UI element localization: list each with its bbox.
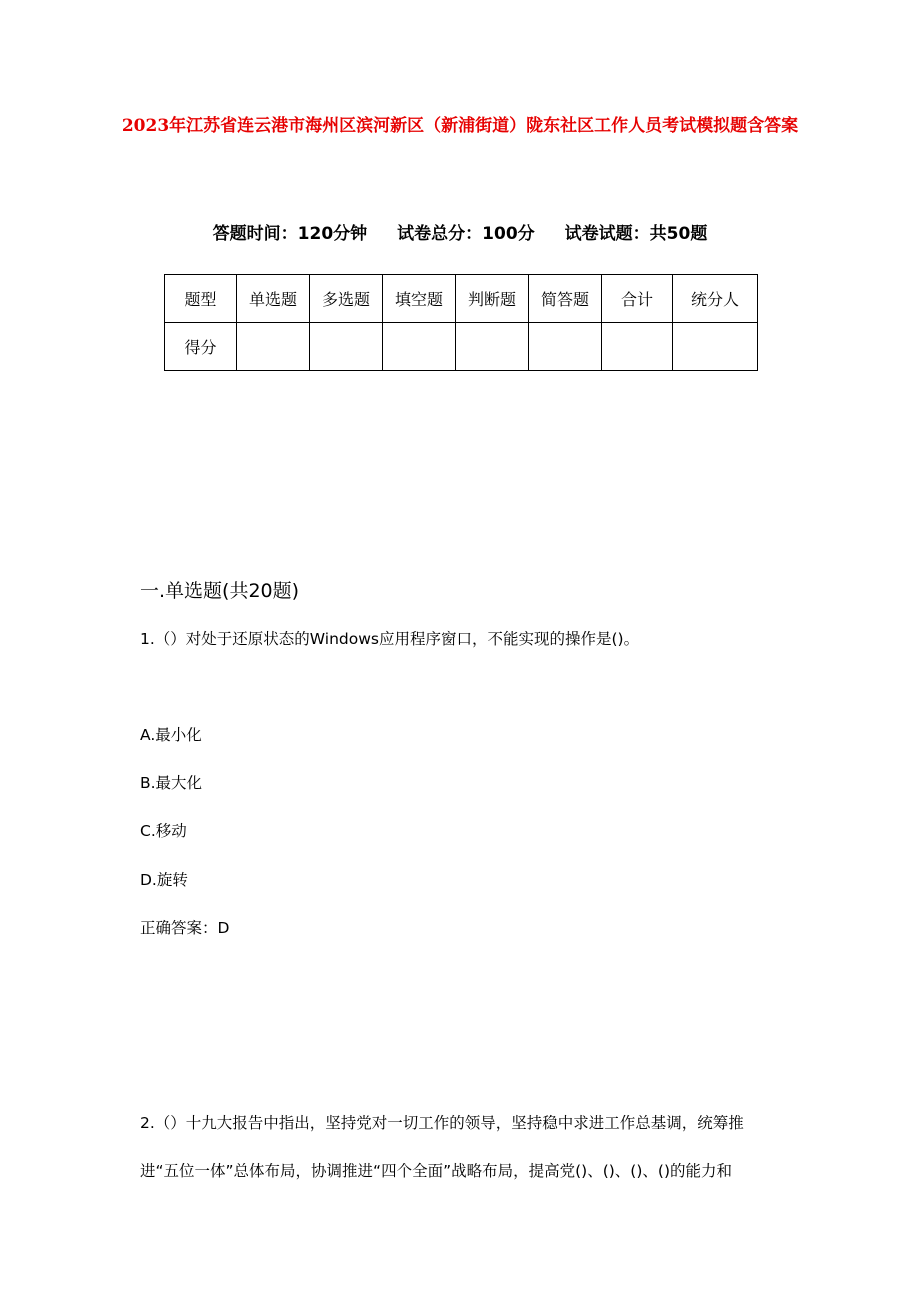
score-cell	[237, 323, 310, 371]
header-cell-scorer: 统分人	[673, 275, 758, 323]
question-1-option-c: C.移动	[140, 822, 187, 840]
header-cell-single-choice: 单选题	[237, 275, 310, 323]
question-2-text: 2.（）十九大报告中指出，坚持党对一切工作的领导，坚持稳中求进工作总基调，统筹推进“五位一体”总体布局，协调推进“四个全面”战略布局，提高党()、()、()、()的能力和	[140, 1114, 744, 1180]
header-cell-multiple-choice: 多选题	[310, 275, 383, 323]
header-cell-total: 合计	[602, 275, 673, 323]
question-1-option-a: A.最小化	[140, 726, 202, 744]
score-cell	[310, 323, 383, 371]
score-table-score-row	[165, 323, 758, 371]
score-cell	[673, 323, 758, 371]
score-cell	[383, 323, 456, 371]
score-cell	[602, 323, 673, 371]
score-cell	[529, 323, 602, 371]
score-cell	[456, 323, 529, 371]
question-1-option-b: B.最大化	[140, 774, 203, 792]
question-1-text: 1.（）对处于还原状态的Windows应用程序窗口，不能实现的操作是()。	[140, 630, 640, 648]
score-row-label: 得分	[165, 323, 237, 371]
score-table	[164, 274, 758, 371]
score-table-header-row	[165, 275, 758, 323]
header-cell-fill-blank: 填空题	[383, 275, 456, 323]
exam-total-score: 试卷总分：100分	[397, 224, 535, 244]
section-heading: 一.单选题(共20题)	[140, 580, 300, 602]
header-cell-true-false: 判断题	[456, 275, 529, 323]
header-cell-short-answer: 简答题	[529, 275, 602, 323]
question-1-option-d: D.旋转	[140, 871, 188, 889]
header-cell-type: 题型	[165, 275, 237, 323]
exam-info	[0, 222, 920, 246]
exam-time: 答题时间：120分钟	[212, 224, 368, 244]
exam-question-count: 试卷试题：共50题	[564, 224, 708, 244]
question-1-answer: 正确答案：D	[140, 919, 230, 937]
document-title: 2023年江苏省连云港市海州区滨河新区（新浦街道）陇东社区工作人员考试模拟题含答案	[121, 116, 799, 136]
